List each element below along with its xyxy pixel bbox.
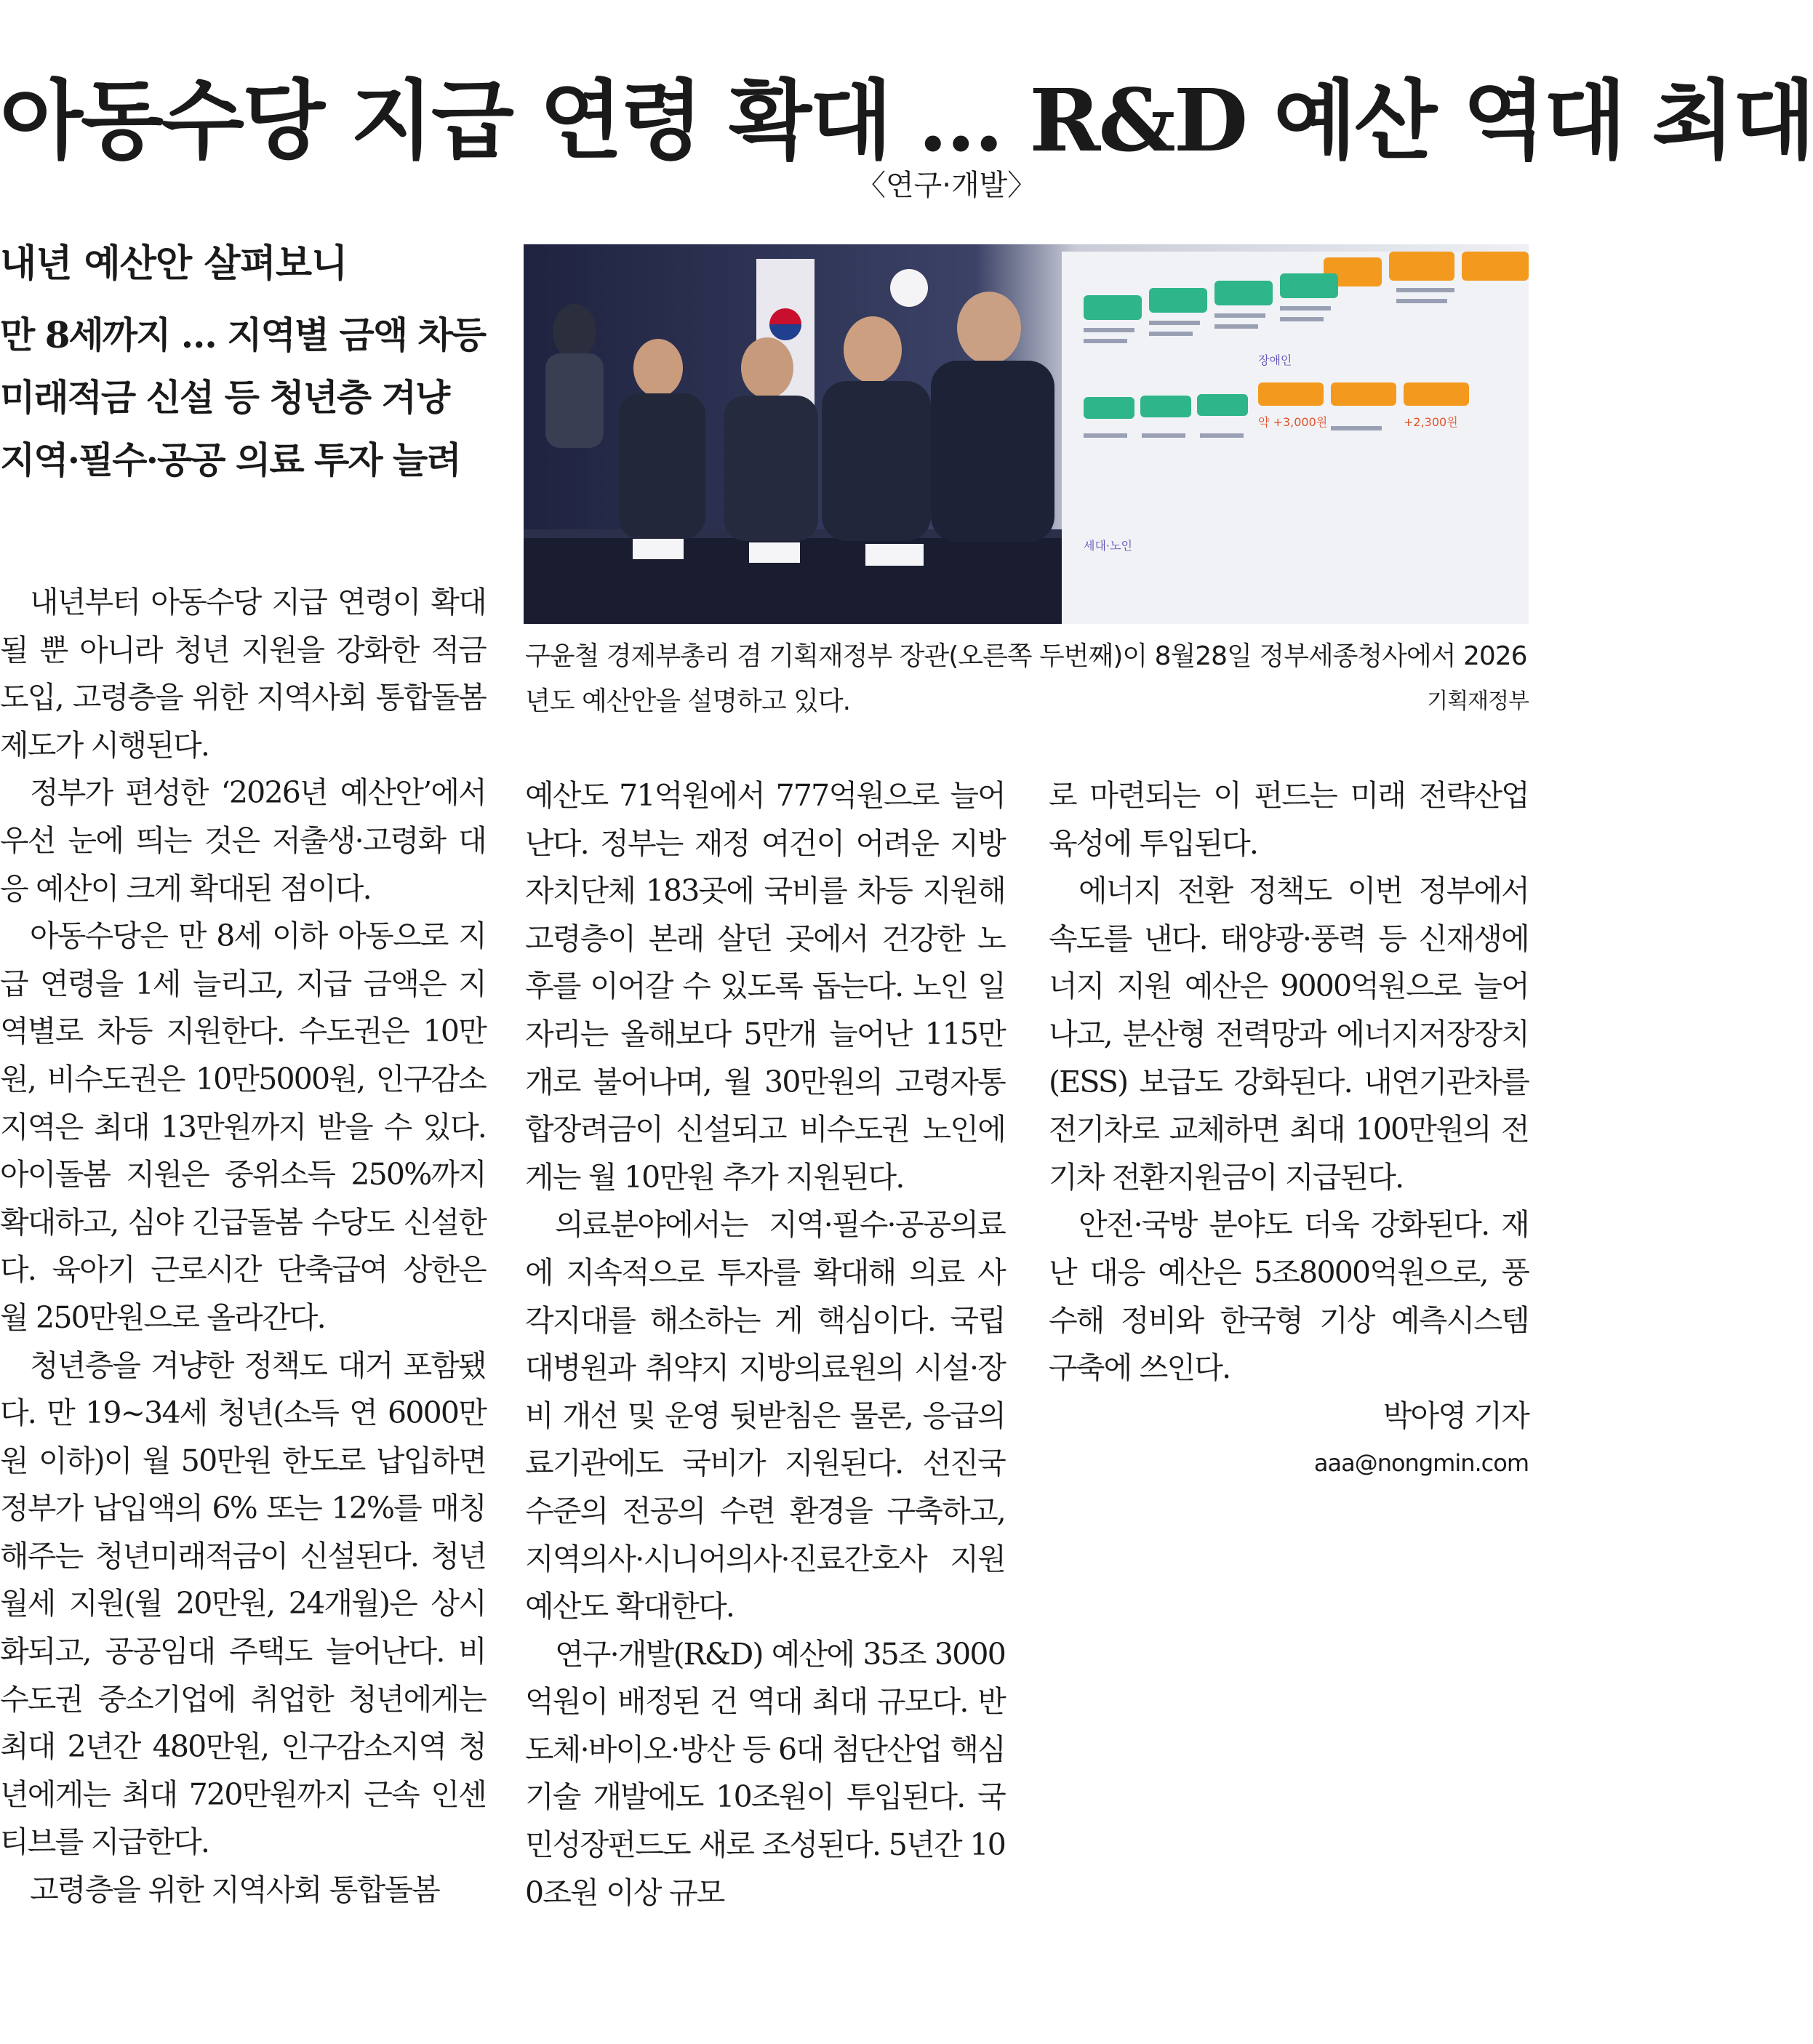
paragraph: 정부가 편성한 ‘2026년 예산안’에서 우선 눈에 띄는 것은 저출생·고령화 대응 예산이 크게 확대된 점이다. [0, 775, 486, 906]
headline-note: 〈연구·개발〉 [857, 169, 1037, 202]
paragraph: 고령층을 위한 지역사회 통합돌봄 [30, 1872, 439, 1908]
subheads [0, 239, 502, 492]
paragraph: 청년층을 겨냥한 정책도 대거 포함됐다. 만 19∼34세 청년(소득 연 6000만원 이하)이 월 50만원 한도로 납입하면 정부가 납입액의 6% 또는 12%를 매칭해주는 청년미래적금이 신설된다. 청년 월세 지원(월 20만원, 24개월)은 상시화되고, 공공임대 주택도 늘어난다. 비수도권 중소기업에 취업한 청년에게는 최대 2년간 480만원, 인구감소지역 청년에게는 최대 720만원까지 근속 인센티브를 지급한다. [0, 1347, 486, 1860]
gov-emblem [890, 269, 928, 307]
photo-caption [525, 634, 1529, 724]
paragraph: 의료분야에서는 지역·필수·공공의료에 지속적으로 투자를 확대해 의료 사각지대를 해소하는 게 핵심이다. 국립대병원과 취약지 지방의료원의 시설·장비 개선 및 운영 뒷받침은 물론, 응급의료기관에도 국비가 지원된다. 선진국 수준의 전공의 수련 환경을 구축하고, 지역의사·시니어의사·진료간호사 지원 예산도 확대한다. [525, 1207, 1005, 1624]
subhead-2: 미래적금 신설 등 청년층 겨냥 [0, 376, 449, 419]
photo-credit: 기획재정부 [1427, 689, 1529, 714]
caption-text: 구윤철 경제부총리 겸 기획재정부 장관(오른쪽 두번째)이 8월28일 정부세종청사에서 2026년도 예산안을 설명하고 있다. [525, 641, 1527, 716]
paragraph: 예산도 71억원에서 777억원으로 늘어난다. 정부는 재정 여건이 어려운 지방자치단체 183곳에 국비를 차등 지원해 고령층이 본래 살던 곳에서 건강한 노후를 이어갈 수 있도록 돕는다. 노인 일자리는 올해보다 5만개 늘어난 115만개로 불어나며, 월 30만원의 고령자통합장려금이 신설되고 비수도권 노인에게는 월 10만원 추가 지원된다. [525, 778, 1005, 1195]
paragraph: 로 마련되는 이 펀드는 미래 전략산업 육성에 투입된다. [1049, 778, 1529, 861]
paragraph: 아동수당은 만 8세 이하 아동으로 지급 연령을 1세 늘리고, 지급 금액은 지역별로 차등 지원한다. 수도권은 10만원, 비수도권은 10만5000원, 인구감소지역은 최대 13만원까지 받을 수 있다. 아이돌봄 지원은 중위소득 250%까지 확대하고, 심야 긴급돌봄 수당도 신설한다. 육아기 근로시간 단축급여 상한은 월 250만원으로 올라간다. [0, 918, 486, 1335]
paragraph: 연구·개발(R&D) 예산에 35조 3000억원이 배정된 건 역대 최대 규모다. 반도체·바이오·방산 등 6대 첨단산업 핵심 기술 개발에도 10조원이 투입된다. 국민성장펀드도 새로 조성된다. 5년간 100조원 이상 규모 [525, 1636, 1005, 1910]
article-column-1 [0, 579, 486, 1915]
paragraph: 에너지 전환 정책도 이번 정부에서 속도를 낸다. 태양광·풍력 등 신재생에너지 지원 예산은 9000억원으로 늘어나고, 분산형 전력망과 에너지저장장치(ESS) 보급도 강화된다. 내연기관차를 전기차로 교체하면 최대 100만원의 전기차 전환지원금이 지급된다. [1049, 873, 1529, 1195]
headline: 아동수당 지급 연령 확대 … R&D 예산 역대 최대 [0, 70, 1813, 171]
byline: 박아영 기자 [1382, 1398, 1529, 1433]
subhead-1: 만 8세까지 … 지역별 금액 차등 [0, 313, 486, 356]
article-column-2 [525, 772, 1005, 1917]
subhead-3: 지역·필수·공공 의료 투자 늘려 [0, 438, 460, 481]
paragraph: 안전·국방 분야도 더욱 강화된다. 재난 대응 예산은 5조8000억원으로, 풍수해 정비와 한국형 기상 예측시스템 구축에 쓰인다. [1049, 1207, 1529, 1386]
article-column-3 [1049, 772, 1529, 1488]
board-label-2: 세대·노인 [1084, 539, 1132, 553]
reporter-email: aaa@nongmin.com [1313, 1449, 1529, 1478]
paragraph: 내년부터 아동수당 지급 연령이 확대될 뿐 아니라 청년 지원을 강화한 적금 도입, 고령층을 위한 지역사회 통합돌봄 제도가 시행된다. [0, 585, 486, 763]
board-value-2: 약 +3,000원 [1258, 415, 1328, 429]
board-label-1: 장애인 [1258, 353, 1292, 367]
board-value-1: +2,300원 [1404, 415, 1458, 429]
news-photo [524, 244, 1529, 624]
kicker: 내년 예산안 살펴보니 [0, 242, 348, 286]
